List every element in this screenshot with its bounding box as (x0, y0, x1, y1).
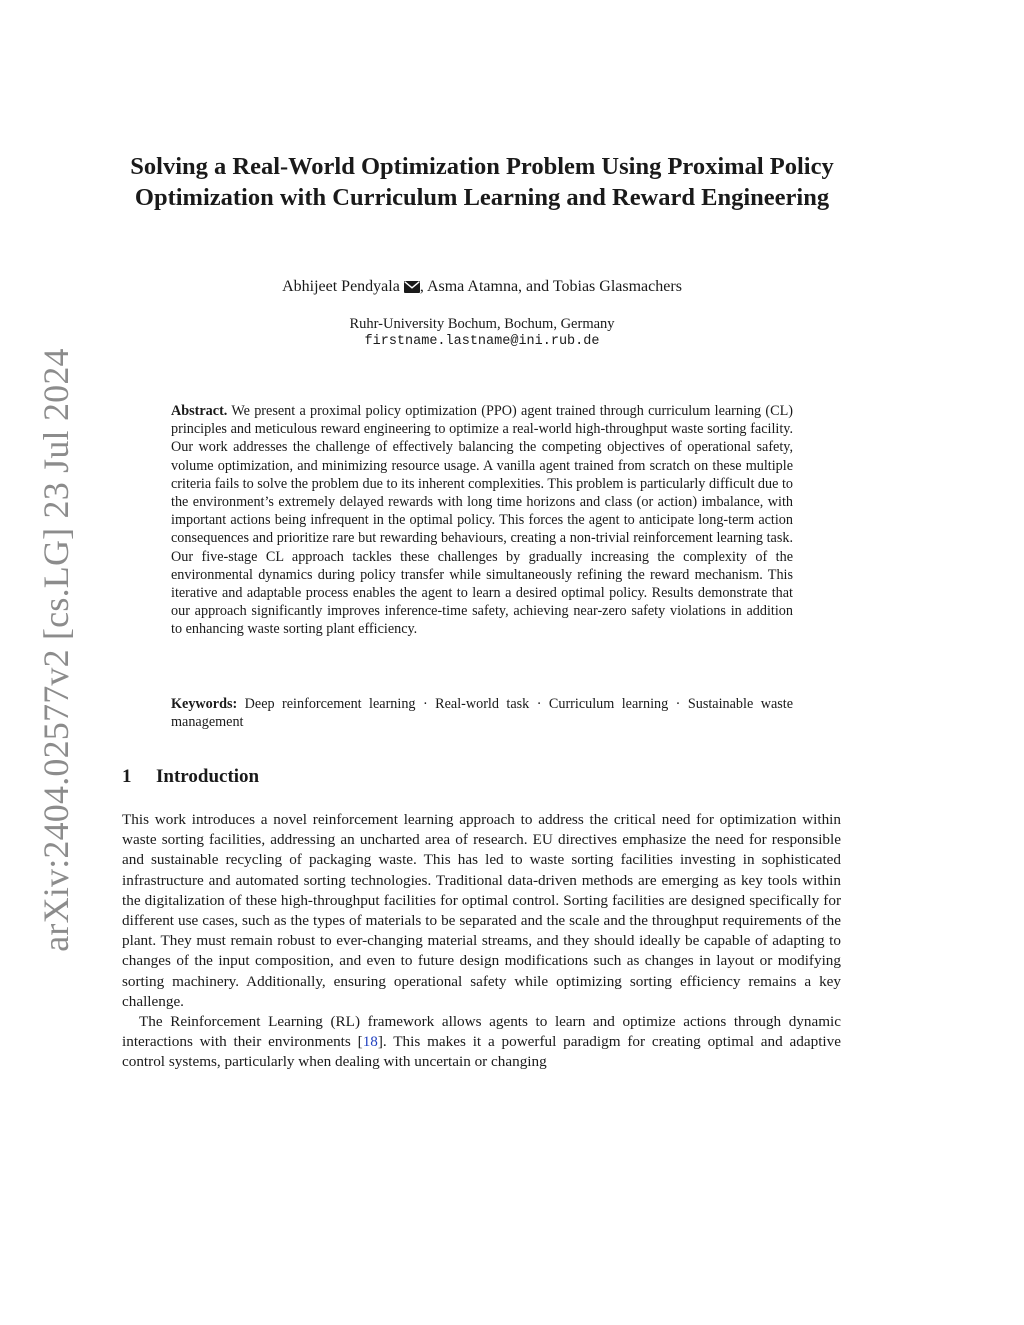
keywords (171, 695, 793, 731)
keywords-label: Keywords: (171, 696, 238, 712)
abstract-label: Abstract. (171, 403, 228, 419)
paper-title: Solving a Real-World Optimization Problem Using Proximal Policy Optimization with Curriculum Learning and Reward Engineering (130, 153, 834, 211)
affiliation: Ruhr-University Bochum, Bochum, Germany (349, 316, 615, 332)
arxiv-identifier: arXiv:2404.02577v2 [cs.LG] 23 Jul 2024 (36, 348, 76, 952)
section-number: 1 (122, 766, 132, 787)
section-heading (122, 766, 259, 788)
author-list (122, 278, 842, 298)
introduction-body (122, 810, 841, 1073)
author-name: Abhijeet Pendyala (282, 278, 400, 295)
abstract-text: We present a proximal policy optimization (PPO) agent trained through curriculum learning (CL) principles and meticulous reward engineering to optimize a real-world high-throughput waste sorting facility. Our work addresses the challenge of effectively balancing the competing objectives of operational safety, volume optimization, and minimizing resource usage. A vanilla agent trained from scratch on these multiple criteria fails to solve the problem due to its inherent complexities. This problem is particularly difficult due to the environment’s extremely delayed rewards with long time horizons and class (or action) imbalance, with important actions being infrequent in the optimal policy. This forces the agent to anticipate long-term action consequences and prioritize rare but rewarding behaviours, creating a non-trivial reinforcement learning task. Our five-stage CL approach tackles these challenges by gradually increasing the complexity of the environmental dynamics during policy transfer while simultaneously refining the reward mechanism. This iterative and adaptable process enables the agent to learn a desired optimal policy. Results demonstrate that our approach significantly improves inference-time safety, achieving near-zero safety violations in addition to enhancing waste sorting plant efficiency. (171, 403, 793, 638)
email-address[interactable]: firstname.lastname@ini.rub.de (364, 334, 600, 349)
intro-paragraph-1: This work introduces a novel reinforcement learning approach to address the critical need for optimization within waste sorting facilities, addressing an uncharted area of research. EU directives emphasize the need for responsible and sustainable recycling of packaging waste. This has led to waste sorting facilities investing in sophisticated infrastructure and automated sorting technologies. Traditional data-driven methods are emerging as key tools within the digitalization of these high-throughput facilities for optimal control. Sorting facilities are designed specifically for different use cases, such as the types of materials to be separated and the scale and the throughput requirements of the plant. They must remain robust to ever-changing material streams, and they should ideally be capable of adapting to changes of the input composition, and even to future design modifications such as changes in layout or modifying sorting machinery. Additionally, ensuring operational safety while optimizing sorting efficiency remains a key challenge. (122, 811, 841, 1010)
intro-paragraph-2-rest: ]. This makes it a powerful paradigm for creating optimal and adaptive control systems, particularly when dealing with uncertain or changing (122, 1033, 841, 1071)
section-title: Introduction (156, 766, 260, 787)
abstract (171, 402, 793, 639)
intro-paragraph-2-text: The Reinforcement Learning (RL) framework allows agents to learn and optimize actions through dynamic interactions with their environments [ (122, 1013, 841, 1051)
keywords-text: Deep reinforcement learning · Real-world task · Curriculum learning · Sustainable waste management (171, 696, 794, 731)
co-authors: , Asma Atamna, and Tobias Glasmachers (419, 278, 682, 295)
citation-link[interactable]: 18 (362, 1033, 378, 1051)
affiliation-block (122, 315, 842, 351)
intro-paragraph-2 (122, 1012, 841, 1073)
envelope-icon[interactable] (404, 280, 420, 298)
